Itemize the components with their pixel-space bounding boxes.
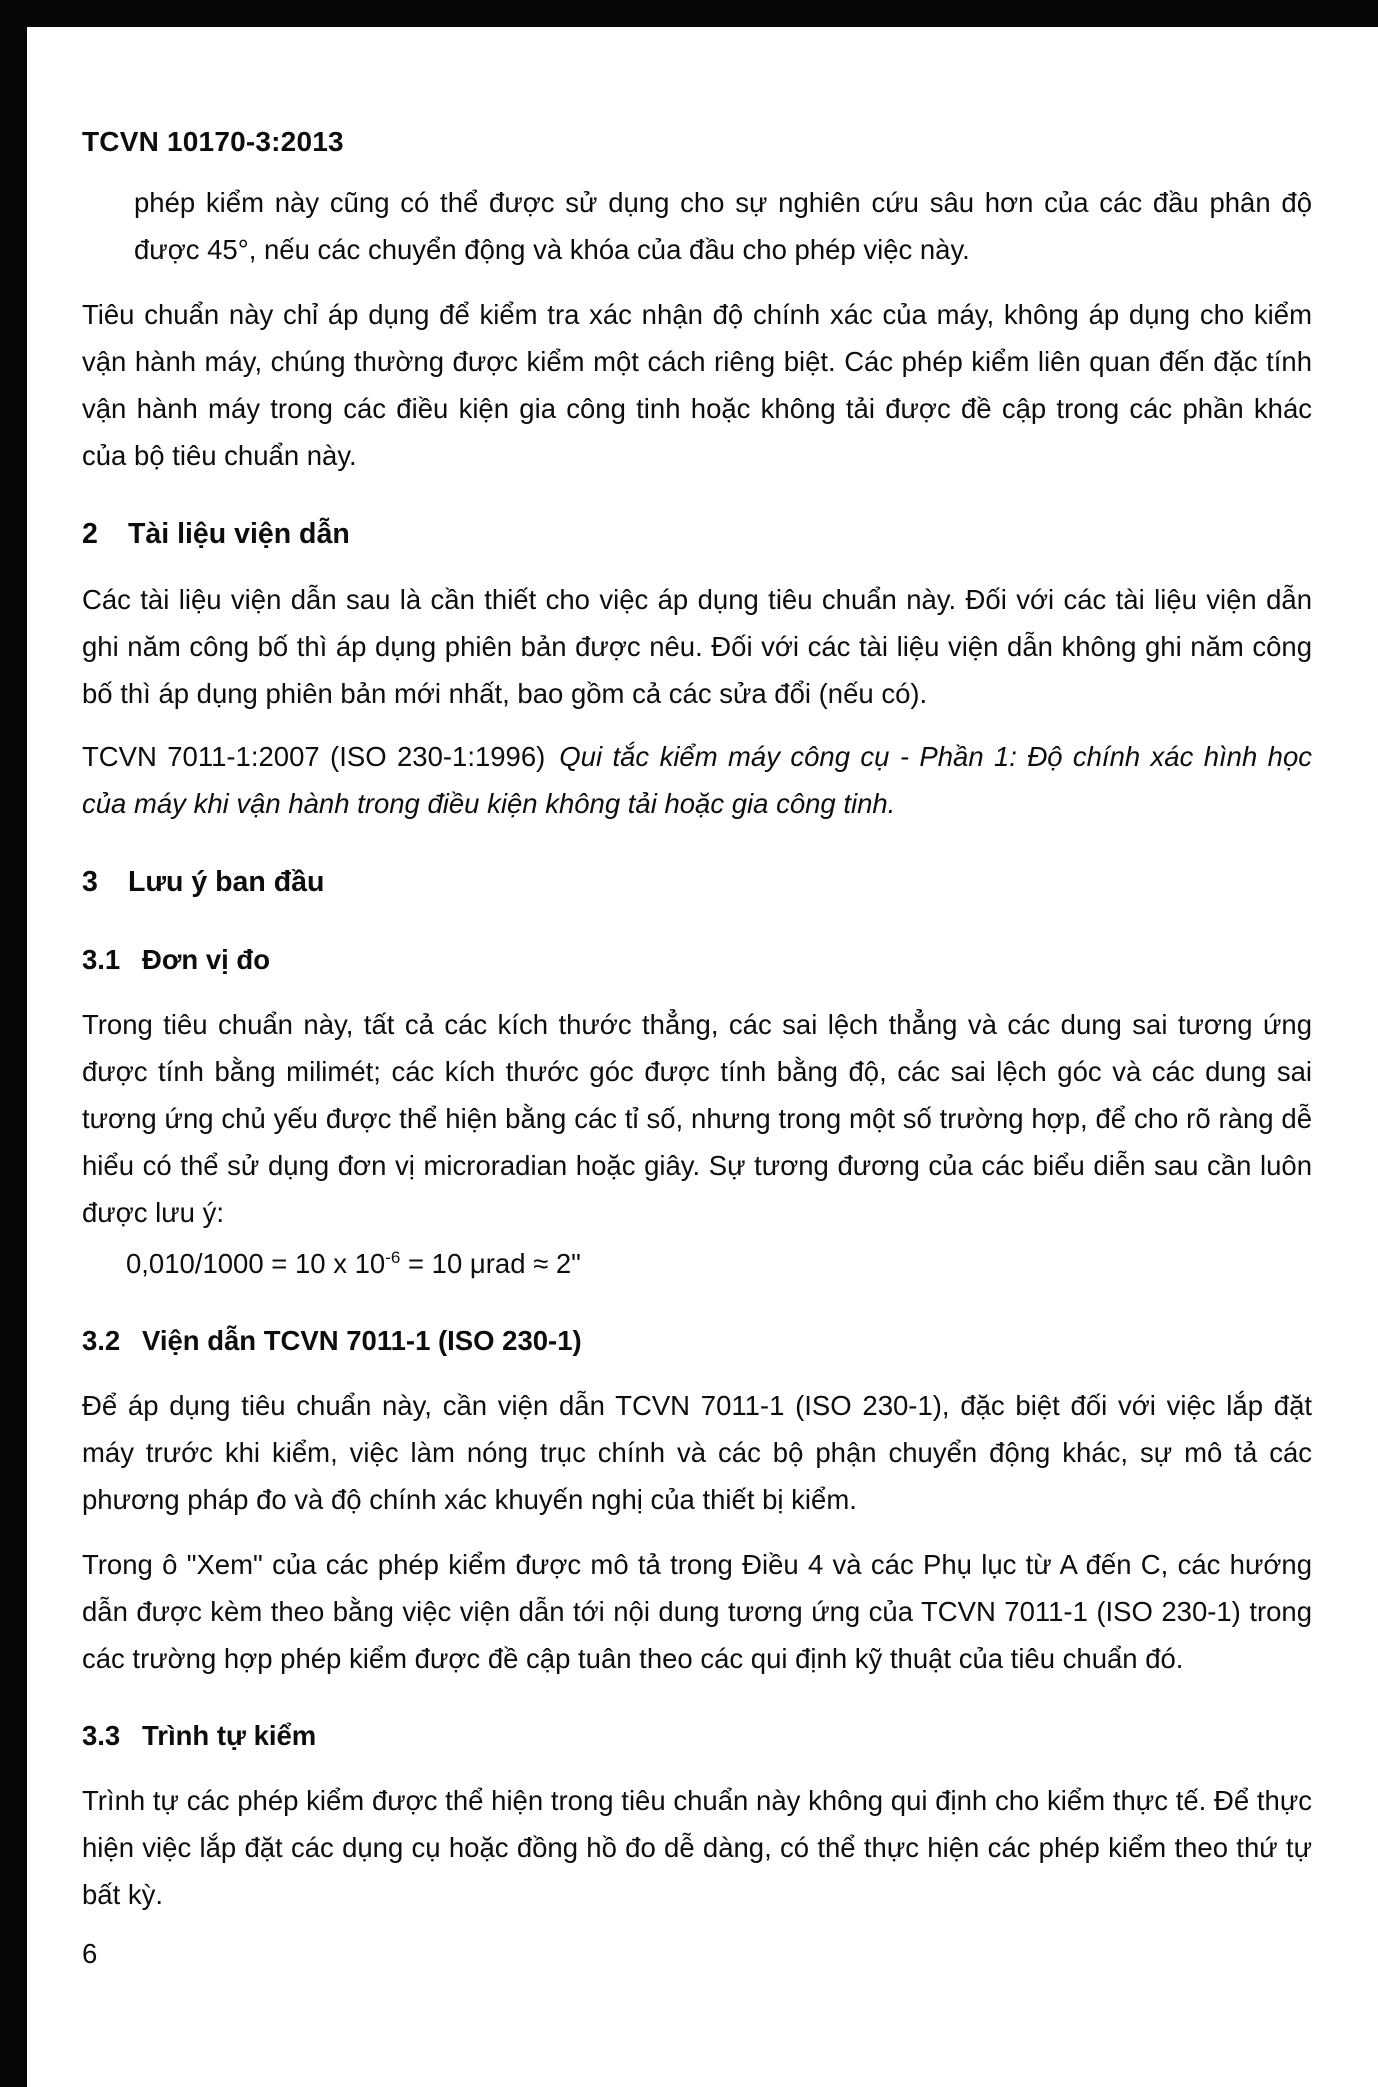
formula-base: 0,010/1000 = 10 x 10 [126,1248,386,1279]
document-page [82,118,1312,1918]
section-3-1-number: 3.1 [82,944,121,975]
section-3-1-paragraph: Trong tiêu chuẩn này, tất cả các kích thước thẳng, các sai lệch thẳng và các dung sai tương ứng được tính bằng milimét; các kích thước góc được tính bằng độ, các sai lệch góc và các dung sai tương ứng chủ yếu được thể hiện bằng các tỉ số, nhưng trong một số trường hợp, để cho rõ ràng dễ hiểu có thể sử dụng đơn vị microradian hoặc giây. Sự tương đương của các biểu diễn sau cần luôn được lưu ý: [82,1009,1312,1228]
formula-rest: = 10 μrad ≈ 2" [400,1248,581,1279]
section-3-2-paragraph-1: Để áp dụng tiêu chuẩn này, cần viện dẫn TCVN 7011-1 (ISO 230-1), đặc biệt đối với việc lắp đặt máy trước khi kiểm, việc làm nóng trục chính và các bộ phận chuyển động khác, sự mô tả các phương pháp đo và độ chính xác khuyến nghị của thiết bị kiểm. [82,1390,1312,1515]
document-header: TCVN 10170-3:2013 [82,126,344,157]
section-3-2-title: Viện dẫn TCVN 7011-1 (ISO 230-1) [142,1325,582,1356]
unit-equivalence-formula [82,1240,1312,1287]
section-3-2-paragraph-2: Trong ô "Xem" của các phép kiểm được mô tả trong Điều 4 và các Phụ lục từ A đến C, các hướng dẫn được kèm theo bằng việc viện dẫn tới nội dung tương ứng của TCVN 7011-1 (ISO 230-1) trong các trường hợp phép kiểm được đề cập tuân theo các qui định kỹ thuật của tiêu chuẩn đó. [82,1549,1312,1674]
scope-paragraph: Tiêu chuẩn này chỉ áp dụng để kiểm tra xác nhận độ chính xác của máy, không áp dụng cho kiểm vận hành máy, chúng thường được kiểm một cách riêng biệt. Các phép kiểm liên quan đến đặc tính vận hành máy trong các điều kiện gia công tinh hoặc không tải được đề cập trong các phần khác của bộ tiêu chuẩn này. [82,299,1312,471]
reference-code: TCVN 7011-1:2007 (ISO 230-1:1996) [82,741,546,772]
scan-edge-left [0,0,27,2087]
section-3-3-paragraph: Trình tự các phép kiểm được thể hiện trong tiêu chuẩn này không qui định cho kiểm thực tế. Để thực hiện việc lắp đặt các dụng cụ hoặc đồng hồ đo dễ dàng, có thể thực hiện các phép kiểm theo thứ tự bất kỳ. [82,1785,1312,1910]
section-2-paragraph: Các tài liệu viện dẫn sau là cần thiết cho việc áp dụng tiêu chuẩn này. Đối với các tài liệu viện dẫn ghi năm công bố thì áp dụng phiên bản được nêu. Đối với các tài liệu viện dẫn không ghi năm công bố thì áp dụng phiên bản mới nhất, bao gồm cả các sửa đổi (nếu có). [82,584,1312,709]
reference-title: Qui tắc kiểm máy công cụ - Phần 1: Độ chính xác hình học của máy khi vận hành trong điều kiện không tải hoặc gia công tinh. [82,741,1312,819]
scan-edge-top [0,0,1378,27]
section-3-2-heading [82,1317,1312,1364]
normative-reference [82,733,1312,827]
page-number: 6 [82,1938,98,1969]
section-3-1-heading [82,936,1312,983]
formula-exponent: -6 [385,1247,401,1267]
section-3-number: 3 [82,866,98,898]
section-3-3-heading [82,1712,1312,1759]
section-2-title: Tài liệu viện dẫn [128,518,350,550]
intro-paragraph: phép kiểm này cũng có thể được sử dụng cho sự nghiên cứu sâu hơn của các đầu phân độ được 45°, nếu các chuyển động và khóa của đầu cho phép việc này. [134,187,1312,265]
section-3-1-title: Đơn vị đo [142,944,271,975]
section-3-title: Lưu ý ban đầu [128,866,325,898]
section-3-3-title: Trình tự kiểm [142,1720,317,1751]
section-3-2-number: 3.2 [82,1325,121,1356]
section-2-number: 2 [82,518,98,550]
section-3-heading [82,859,1312,906]
section-2-heading [82,511,1312,558]
section-3-3-number: 3.3 [82,1720,121,1751]
